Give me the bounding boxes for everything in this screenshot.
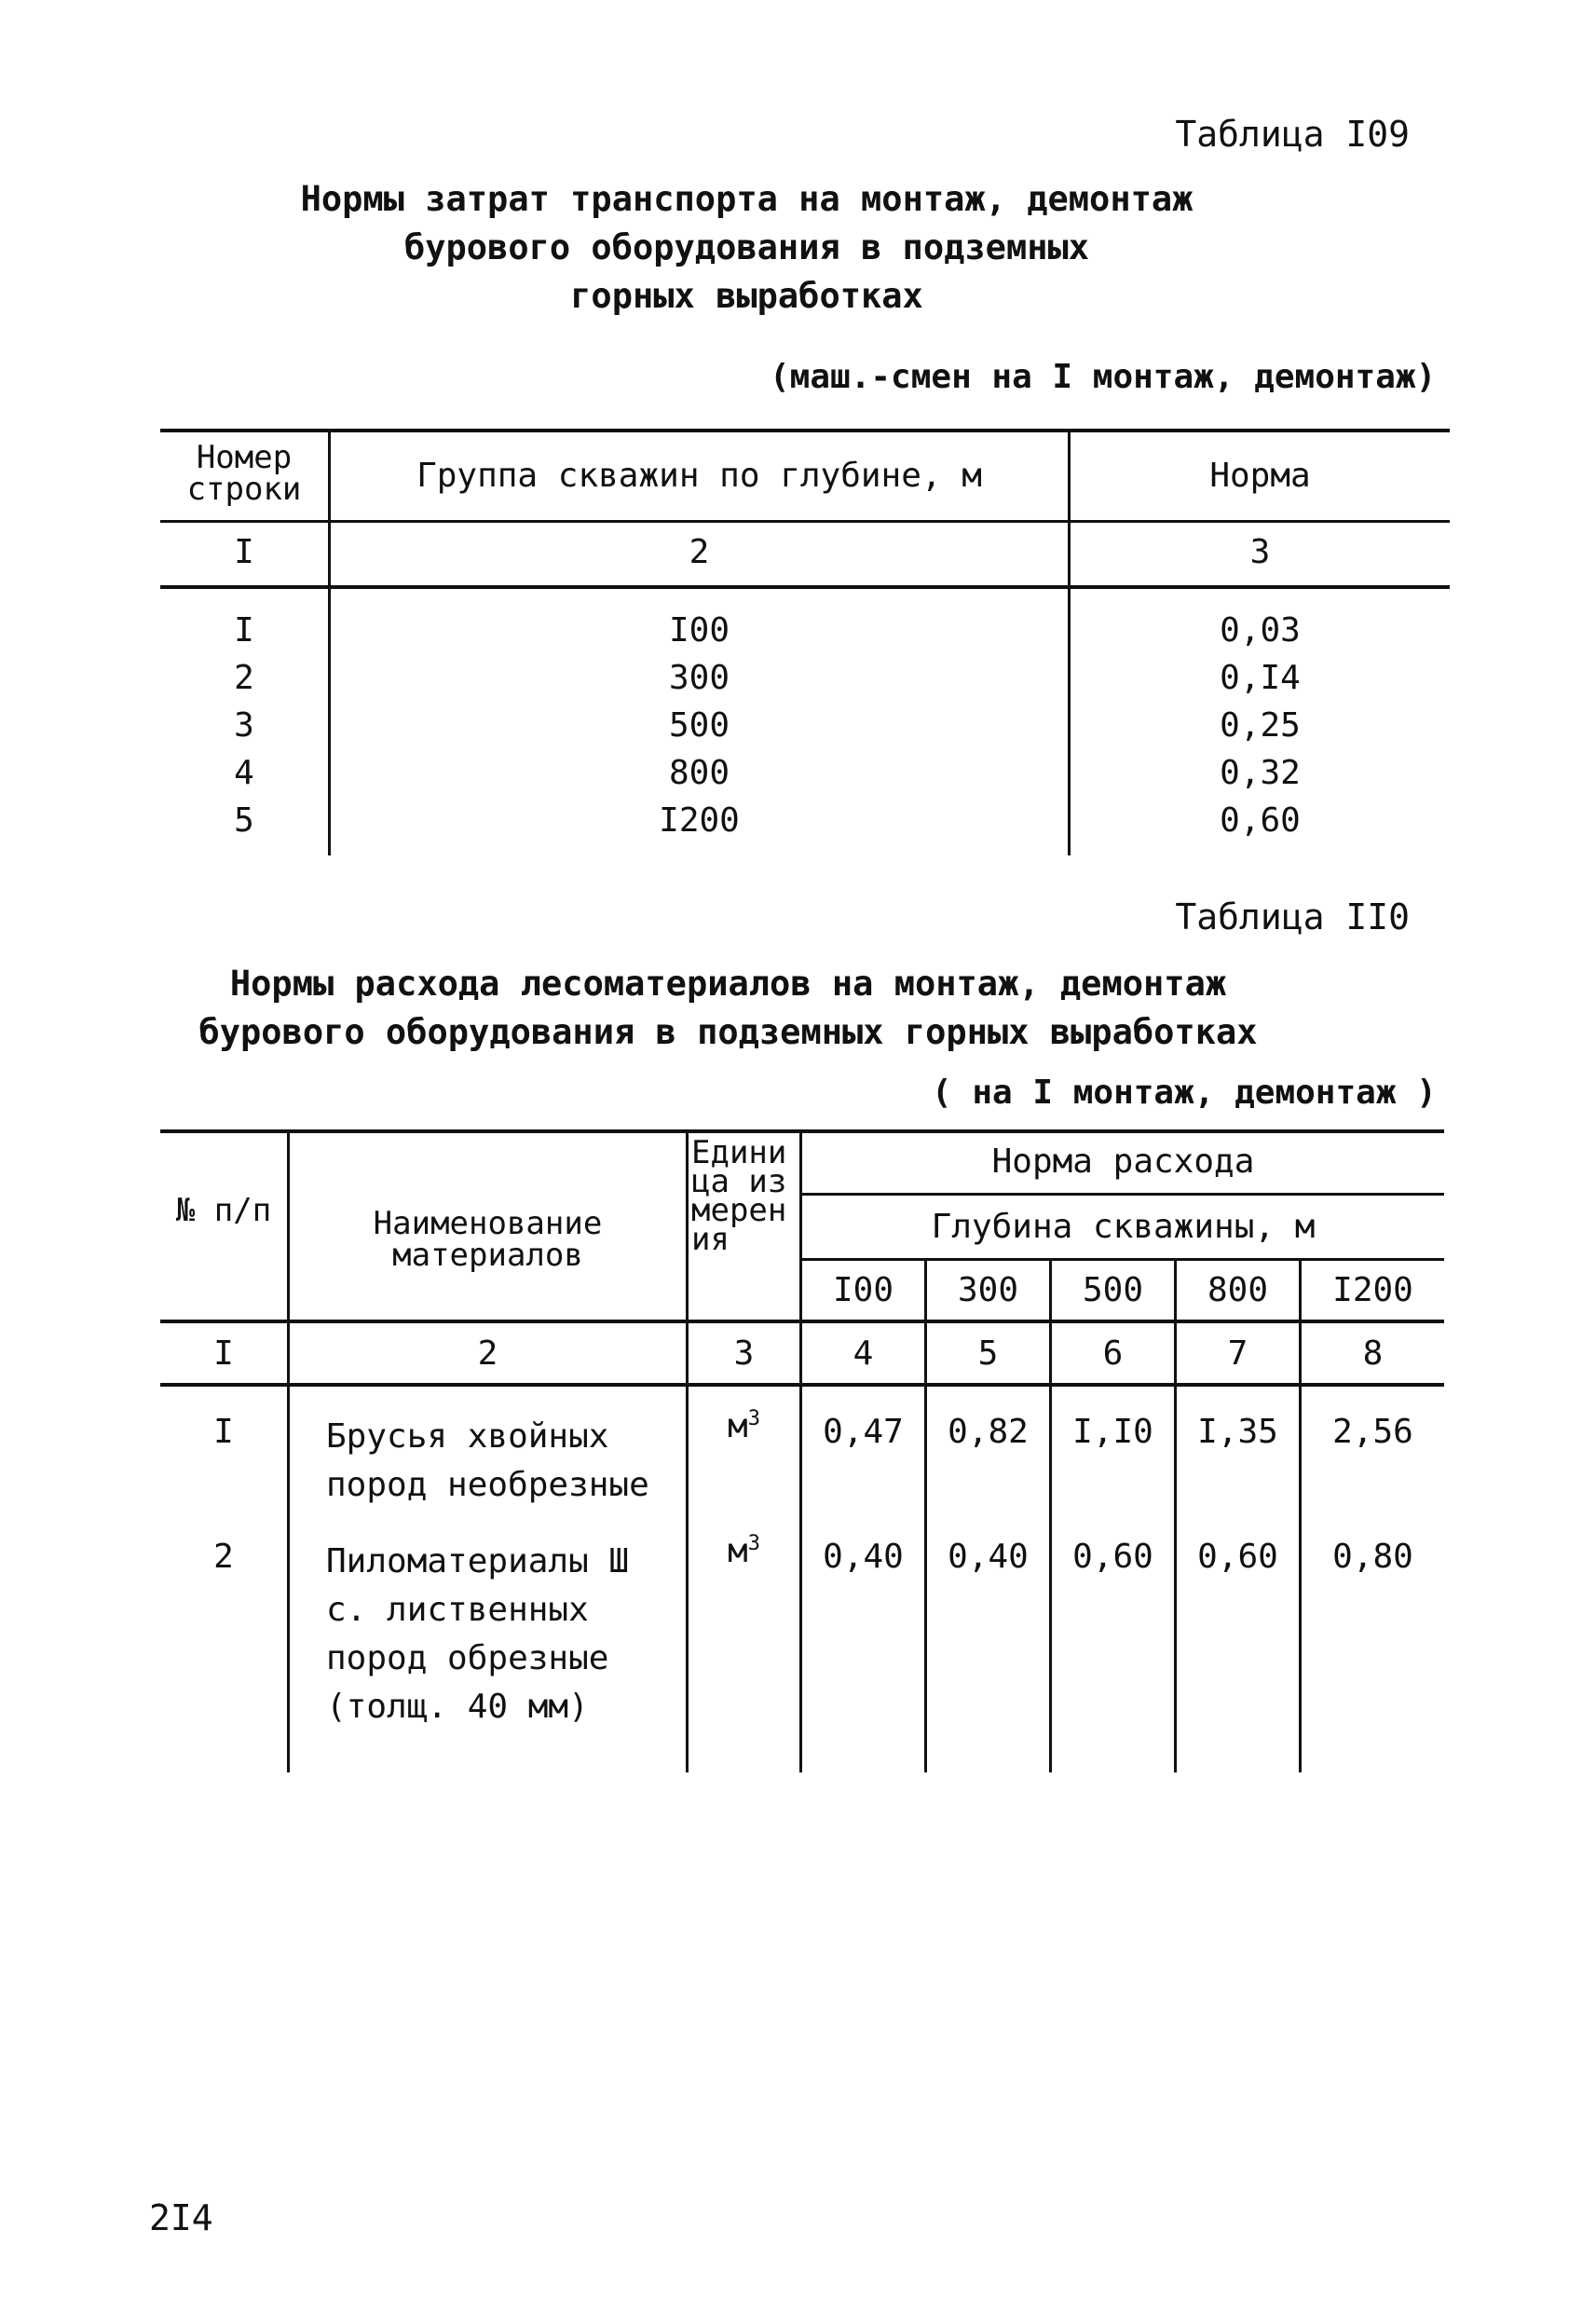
value-depth-800: 0,60 bbox=[1197, 1538, 1278, 1576]
header-depth-300: 300 bbox=[957, 1271, 1019, 1309]
col-number-4: 4 bbox=[853, 1334, 874, 1373]
col-number-3: 3 bbox=[733, 1334, 755, 1373]
header-depth-800: 800 bbox=[1207, 1271, 1269, 1309]
table-109-title-line-2: бурового оборудования в подземных bbox=[403, 227, 1090, 267]
table-110-title-line-1: Нормы расхода лесоматериалов на монтаж, демонтаж bbox=[229, 964, 1227, 1004]
depth-value: I00 bbox=[668, 611, 730, 650]
col-number-2: 2 bbox=[477, 1334, 498, 1373]
value-depth-500: 0,60 bbox=[1072, 1538, 1153, 1576]
value-depth-800: I,35 bbox=[1197, 1413, 1278, 1451]
table-109-title-line-3: горных выработках bbox=[570, 276, 923, 316]
row-number: 2 bbox=[234, 659, 254, 697]
header-material-name: Наименование материалов bbox=[373, 1205, 603, 1274]
table-109-title-line-1: Нормы затрат транспорта на монтаж, демонтаж bbox=[300, 179, 1194, 219]
value-depth-1200: 0,80 bbox=[1332, 1538, 1413, 1576]
norm-value: 0,32 bbox=[1220, 754, 1301, 792]
depth-value: 300 bbox=[668, 659, 730, 697]
col-number-2: 2 bbox=[689, 533, 710, 571]
table-109-title bbox=[0, 175, 1596, 321]
col-number-1: I bbox=[213, 1334, 234, 1373]
page-number: 2I4 bbox=[149, 2197, 213, 2238]
norm-value: 0,03 bbox=[1220, 611, 1301, 650]
value-depth-100: 0,40 bbox=[823, 1538, 904, 1576]
norm-value: 0,I4 bbox=[1220, 659, 1301, 697]
norm-value: 0,60 bbox=[1220, 801, 1301, 840]
table-110-title-line-2: бурового оборудования в подземных горных выработках bbox=[198, 1012, 1258, 1052]
row-number: I bbox=[213, 1413, 234, 1451]
table-110-title bbox=[0, 960, 1596, 1057]
table-109-caption: Таблица I09 bbox=[1175, 114, 1410, 155]
row-number: 3 bbox=[234, 706, 254, 745]
unit-value: $м^3$ bbox=[728, 1407, 760, 1445]
header-depth-500: 500 bbox=[1082, 1271, 1144, 1309]
depth-value: 500 bbox=[668, 706, 730, 745]
value-depth-300: 0,82 bbox=[948, 1413, 1029, 1451]
col-number-1: I bbox=[234, 533, 254, 571]
header-unit: Единица измерения bbox=[691, 1134, 787, 1258]
value-depth-300: 0,40 bbox=[948, 1538, 1029, 1576]
value-depth-500: I,I0 bbox=[1072, 1413, 1153, 1451]
header-well-depth: Глубина скважины, м bbox=[931, 1208, 1316, 1246]
col-number-3: 3 bbox=[1249, 533, 1271, 571]
table-110-unit: ( на I монтаж, демонтаж ) bbox=[932, 1074, 1437, 1112]
header-norm: Норма bbox=[1209, 457, 1311, 495]
row-number: 2 bbox=[213, 1538, 234, 1576]
header-norm-consumption: Норма расхода bbox=[991, 1142, 1255, 1181]
col-number-8: 8 bbox=[1362, 1334, 1384, 1373]
value-depth-100: 0,47 bbox=[823, 1413, 904, 1451]
row-number: I bbox=[234, 611, 254, 650]
header-depth-100: I00 bbox=[832, 1271, 894, 1309]
material-name: Пиломатериалы Ш с. лиственных пород обрезные (толщ. 40 мм) bbox=[326, 1542, 630, 1726]
row-number: 4 bbox=[234, 754, 254, 792]
col-number-7: 7 bbox=[1227, 1334, 1248, 1373]
value-depth-1200: 2,56 bbox=[1332, 1413, 1413, 1451]
table-109-unit: (маш.-смен на I монтаж, демонтаж) bbox=[770, 358, 1437, 396]
unit-value: $м^3$ bbox=[728, 1532, 760, 1570]
col-number-6: 6 bbox=[1102, 1334, 1124, 1373]
header-row-number: Номер строки bbox=[186, 439, 302, 508]
row-number: 5 bbox=[234, 801, 254, 840]
header-depth-group: Группа скважин по глубине, м bbox=[416, 457, 982, 495]
header-depth-1200: I200 bbox=[1332, 1271, 1413, 1309]
table-110-caption: Таблица II0 bbox=[1175, 896, 1410, 937]
header-item-number: № п/п bbox=[175, 1192, 272, 1229]
material-name: Брусья хвойных пород необрезные bbox=[326, 1417, 649, 1504]
depth-value: 800 bbox=[668, 754, 730, 792]
col-number-5: 5 bbox=[977, 1334, 999, 1373]
depth-value: I200 bbox=[659, 801, 740, 840]
norm-value: 0,25 bbox=[1220, 706, 1301, 745]
